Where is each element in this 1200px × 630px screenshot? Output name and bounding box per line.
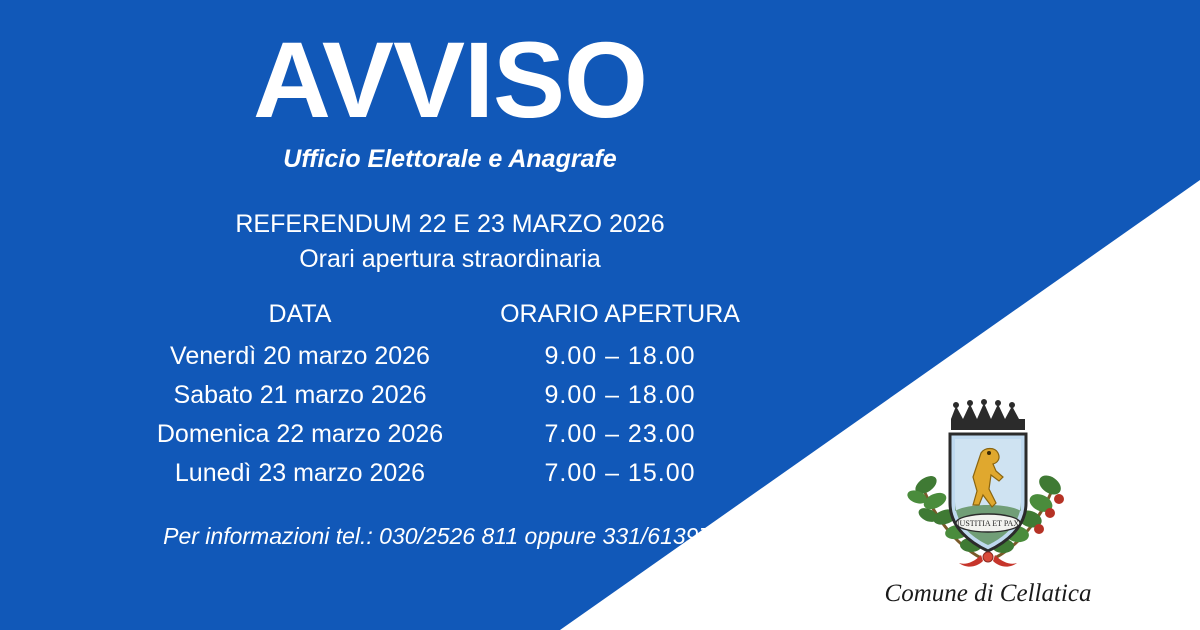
- cell-time: 7.00 – 15.00: [544, 458, 696, 487]
- column-header-date: DATA: [268, 299, 332, 328]
- contact-info: Per informazioni tel.: 030/2526 811 oppure 331/6139735: [163, 522, 737, 549]
- table-row: [130, 376, 770, 415]
- cell-time: 7.00 – 23.00: [544, 419, 696, 448]
- svg-text:IUSTITIA ET PAX: IUSTITIA ET PAX: [956, 519, 1020, 528]
- table-row: [130, 415, 770, 454]
- cell-date: Venerdì 20 marzo 2026: [170, 341, 430, 370]
- event-subtitle: Orari apertura straordinaria: [299, 244, 601, 273]
- town-name: Comune di Cellatica: [884, 580, 1092, 607]
- event-title: REFERENDUM 22 E 23 MARZO 2026: [235, 209, 665, 238]
- municipality-branding: [838, 393, 1138, 608]
- column-header-time: ORARIO APERTURA: [500, 299, 740, 328]
- cell-date: Sabato 21 marzo 2026: [173, 380, 427, 409]
- table-row: [130, 337, 770, 376]
- office-subtitle: Ufficio Elettorale e Anagrafe: [283, 144, 617, 173]
- cell-time: 9.00 – 18.00: [544, 380, 696, 409]
- coat-of-arms-icon: [893, 393, 1083, 578]
- cell-date: Domenica 22 marzo 2026: [156, 419, 444, 448]
- schedule-table: [130, 300, 770, 493]
- page-title: AVVISO: [252, 19, 648, 140]
- table-header-row: [130, 300, 770, 337]
- cell-date: Lunedì 23 marzo 2026: [174, 458, 426, 487]
- cell-time: 9.00 – 18.00: [544, 341, 696, 370]
- table-row: [130, 454, 770, 493]
